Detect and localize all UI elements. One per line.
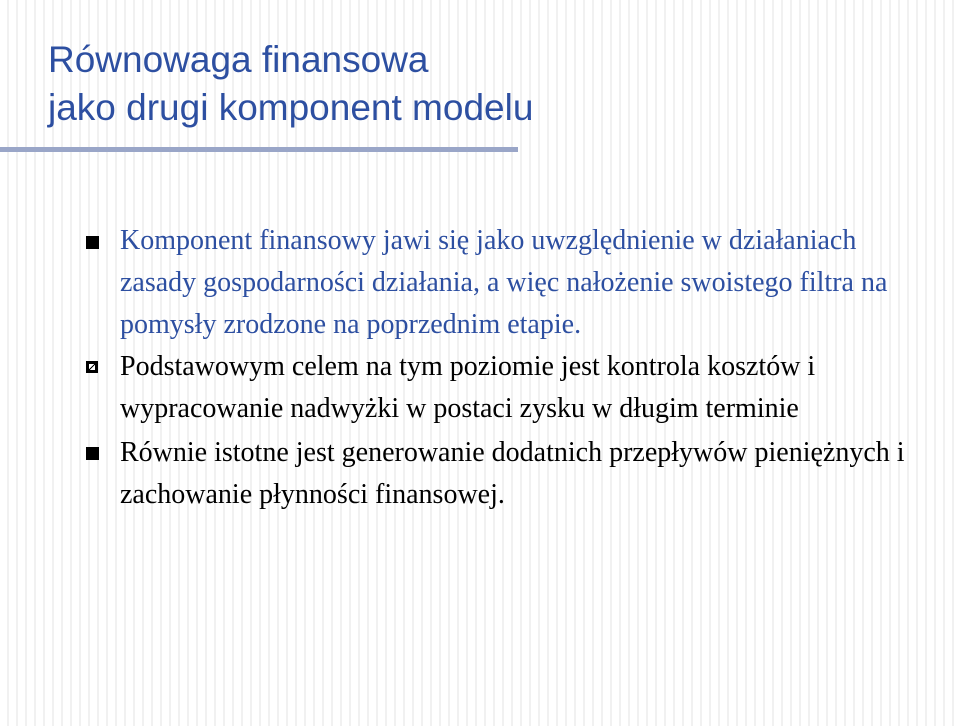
bullet-item-financial-component [84, 220, 924, 346]
slide-title-line-2: jako drugi komponent modelu [48, 87, 534, 128]
slide-title [48, 36, 533, 132]
slide-title-line-1: Równowaga finansowa [48, 39, 429, 80]
bullet-text: Równie istotne jest generowanie dodatnich przepływów pieniężnych i zachowanie płynności finansowej. [120, 437, 905, 510]
square-bullet-icon [86, 236, 99, 249]
square-bullet-icon [86, 447, 99, 460]
title-underline-bar [0, 147, 518, 152]
bullet-text: Komponent finansowy jawi się jako uwzględnienie w działaniach zasady gospodarności działania, a więc nałożenie swoistego filtra na pomysły zrodzone na poprzednim etapie. [120, 225, 888, 340]
square-bullet-icon [86, 361, 98, 373]
bullet-item-cash-flow [84, 432, 924, 516]
bullet-text: Podstawowym celem na tym poziomie jest kontrola kosztów i wypracowanie nadwyżki w postaci zysku w długim terminie [120, 351, 816, 424]
bullet-list [84, 220, 924, 516]
bullet-item-cost-control [84, 346, 924, 430]
